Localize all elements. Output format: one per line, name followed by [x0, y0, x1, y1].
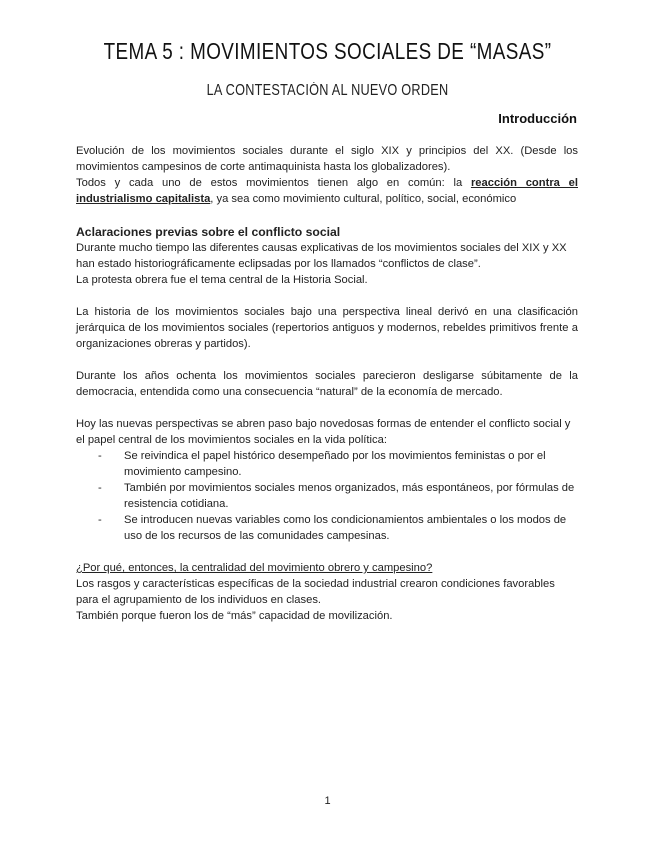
list-item	[98, 480, 578, 512]
document-body	[76, 143, 578, 624]
intro-paragraph-2-start: Todos y cada uno de estos movimientos tienen algo en común: la	[76, 177, 471, 189]
bullet-list	[76, 448, 578, 544]
bullet-marker: -	[98, 450, 102, 462]
page-title: TEMA 5 : MOVIMIENTOS SOCIALES DE “MASAS”	[103, 38, 552, 64]
list-item	[98, 512, 578, 544]
key-phrase-highlight: reacción contra el industrialismo capitalista	[76, 177, 578, 205]
list-item-text: Se reivindica el papel histórico desempeñado por los movimientos feministas o por el movimiento campesino.	[124, 450, 546, 478]
question-paragraph-line-2: También porque fueron los de “más” capacidad de movilización.	[76, 610, 393, 622]
intro-paragraph-2	[76, 175, 578, 207]
intro-paragraph-2-end: , ya sea como movimiento cultural, político, social, económico	[210, 193, 517, 205]
section-paragraph-4: Hoy las nuevas perspectivas se abren paso bajo novedosas formas de entender el conflicto social y el papel central de los movimientos sociales en la vida política:	[76, 418, 571, 446]
section-heading: Aclaraciones previas sobre el conflicto social	[76, 225, 341, 239]
section-paragraph-1-line-1: Durante mucho tiempo las diferentes causas explicativas de los movimientos sociales del XIX y XX han estado historiográficamente eclipsadas por los llamados “conflictos de clase”.	[76, 242, 567, 270]
bullet-marker: -	[98, 482, 102, 494]
list-item	[98, 448, 578, 480]
question-heading: ¿Por qué, entonces, la centralidad del movimiento obrero y campesino?	[76, 562, 433, 574]
intro-paragraph-1: Evolución de los movimientos sociales durante el siglo XIX y principios del XX. (Desde los movimientos campesinos de corte antimaquinista hasta los globalizadores).	[76, 145, 578, 173]
intro-heading: Introducción	[498, 111, 577, 126]
list-item-text: Se introducen nuevas variables como los condicionamientos ambientales o los modos de uso de los recursos de las comunidades campesinas.	[124, 514, 567, 542]
section-paragraph-2: La historia de los movimientos sociales bajo una perspectiva lineal derivó en una clasificación jerárquica de los movimientos sociales (repertorios antiguos y modernos, rebeldes primitivos frente a organizaciones obreras y partidos).	[76, 306, 578, 350]
question-paragraph-line-1: Los rasgos y características específicas de la sociedad industrial crearon condiciones favorables para el agrupamiento de los individuos en clases.	[76, 578, 555, 606]
page-number: 1	[324, 795, 331, 807]
page-subtitle: LA CONTESTACIÓN AL NUEVO ORDEN	[206, 82, 449, 99]
section-paragraph-1-line-2: La protesta obrera fue el tema central de la Historia Social.	[76, 274, 368, 286]
bullet-marker: -	[98, 514, 102, 526]
section-paragraph-3: Durante los años ochenta los movimientos sociales parecieron desligarse súbitamente de la democracia, entendida como una consecuencia “natural” de la economía de mercado.	[76, 370, 578, 398]
list-item-text: También por movimientos sociales menos organizados, más espontáneos, por fórmulas de resistencia cotidiana.	[124, 482, 575, 510]
